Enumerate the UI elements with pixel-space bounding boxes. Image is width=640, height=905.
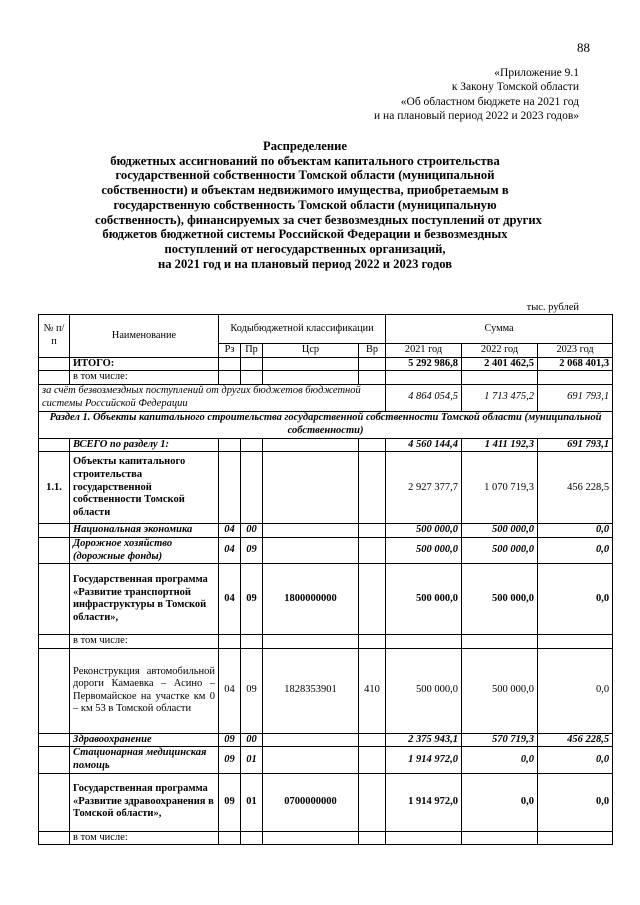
title-line: собственность), финансируемых за счет безвозмездных поступлений от других [95, 212, 542, 227]
row-name: Государственная программа «Развитие транспортной инфраструктуры в Томской области», [70, 564, 219, 635]
row-2021: 1 914 972,0 [386, 773, 462, 831]
table-row-section-header [39, 411, 613, 438]
row-2022: 0,0 [462, 773, 538, 831]
table-row-section-total [39, 438, 613, 452]
row-vr: 410 [359, 648, 386, 733]
total-2022: 2 401 462,5 [462, 357, 538, 371]
row-2021: 500 000,0 [386, 524, 462, 538]
item-name: Объекты капитального строительства государственной собственности Томской области [70, 452, 219, 524]
row-name: Реконструкция автомобильной дороги Камаевка – Асино – Первомайское на участке км 0 – км 53 в Томской области [70, 648, 219, 733]
header-name: Наименование [70, 315, 219, 358]
budget-table [38, 314, 613, 845]
row-2022: 0,0 [462, 747, 538, 773]
table-header-row [39, 315, 613, 344]
header-2022: 2022 год [462, 344, 538, 358]
transfers-2021: 4 864 054,5 [386, 384, 462, 411]
table-row-road-reconstruction [39, 648, 613, 733]
row-csr: 1828353901 [263, 648, 359, 733]
row-pr: 09 [241, 648, 263, 733]
row-2021: 500 000,0 [386, 648, 462, 733]
table-row-inpatient [39, 747, 613, 773]
appendix-line: к Закону Томской области [451, 81, 579, 94]
section-title: Раздел 1. Объекты капитального строительства государственной собственности Томской области (муниципальной собственности) [39, 411, 613, 438]
row-rz: 04 [219, 524, 241, 538]
row-2023: 456 228,5 [538, 733, 613, 747]
table-row-item [39, 452, 613, 524]
title-line: собственности) и объектам недвижимого имущества, приобретаемым в [101, 183, 509, 198]
header-codes: Кодыбюджетной классификации [219, 315, 386, 344]
title-line: государственную собственность Томской области (муниципальную [113, 197, 497, 212]
row-pr: 09 [241, 537, 263, 563]
row-rz: 09 [219, 733, 241, 747]
table-row-total [39, 357, 613, 371]
appendix-line: «Об областном бюджете на 2021 год [400, 95, 579, 108]
page-number: 88 [577, 40, 590, 55]
row-2022: 500 000,0 [462, 564, 538, 635]
header-sum: Сумма [386, 315, 613, 344]
row-name: Стационарная медицинская помощь [70, 747, 219, 773]
table-row-transfers [39, 384, 613, 411]
row-name: Дорожное хозяйство (дорожные фонды) [70, 537, 219, 563]
section-total-2022: 1 411 192,3 [462, 438, 538, 452]
row-rz: 04 [219, 537, 241, 563]
header-2021: 2021 год [386, 344, 462, 358]
row-csr: 1800000000 [263, 564, 359, 635]
item-2023: 456 228,5 [538, 452, 613, 524]
row-name: Здравоохранение [70, 733, 219, 747]
row-rz: 04 [219, 564, 241, 635]
table-row-including [39, 371, 613, 385]
units-label: тыс. рублей [526, 302, 579, 313]
row-2023: 0,0 [538, 747, 613, 773]
table-row-healthcare [39, 733, 613, 747]
row-2022: 500 000,0 [462, 524, 538, 538]
section-total-2021: 4 560 144,4 [386, 438, 462, 452]
row-2021: 500 000,0 [386, 537, 462, 563]
row-2021: 2 375 943,1 [386, 733, 462, 747]
title-line: бюджетных ассигнований по объектам капитального строительства [110, 153, 500, 168]
title-line: поступлений от негосударственных организаций, [164, 241, 446, 256]
item-number: 1.1. [39, 452, 70, 524]
table-row-health-program [39, 773, 613, 831]
header-vr: Вр [359, 344, 386, 358]
row-pr: 01 [241, 773, 263, 831]
row-pr: 00 [241, 524, 263, 538]
row-rz: 09 [219, 773, 241, 831]
row-2023: 0,0 [538, 524, 613, 538]
row-pr: 01 [241, 747, 263, 773]
appendix-line: «Приложение 9.1 [494, 67, 579, 79]
table-row-transport-program [39, 564, 613, 635]
total-label: ИТОГО: [70, 357, 219, 371]
row-2023: 0,0 [538, 564, 613, 635]
transfers-2023: 691 793,1 [538, 384, 613, 411]
row-rz: 09 [219, 747, 241, 773]
appendix-reference [300, 66, 579, 123]
item-2021: 2 927 377,7 [386, 452, 462, 524]
row-name: Национальная экономика [70, 524, 219, 538]
row-csr: 0700000000 [263, 773, 359, 831]
title-line: бюджетов бюджетной системы Российской Федерации и безвозмездных [102, 227, 508, 242]
title-line: Распределение [263, 139, 347, 153]
row-2023: 0,0 [538, 773, 613, 831]
row-2021: 1 914 972,0 [386, 747, 462, 773]
row-pr: 09 [241, 564, 263, 635]
row-2021: 500 000,0 [386, 564, 462, 635]
header-pr: Пр [241, 344, 263, 358]
document-title [95, 139, 542, 271]
header-csr: Цср [263, 344, 359, 358]
table-row-including [39, 831, 613, 845]
appendix-line: и на плановый период 2022 и 2023 годов» [374, 109, 579, 122]
including-label: в том числе: [70, 371, 219, 385]
row-2022: 500 000,0 [462, 537, 538, 563]
section-total-2023: 691 793,1 [538, 438, 613, 452]
row-2023: 0,0 [538, 648, 613, 733]
header-rz: Рз [219, 344, 241, 358]
table-row-including [39, 635, 613, 649]
including-label: в том числе: [70, 831, 219, 845]
header-2023: 2023 год [538, 344, 613, 358]
table-row-national-economy [39, 524, 613, 538]
total-2021: 5 292 986,8 [386, 357, 462, 371]
section-total-label: ВСЕГО по разделу 1: [70, 438, 219, 452]
transfers-2022: 1 713 475,2 [462, 384, 538, 411]
title-line: на 2021 год и на плановый период 2022 и 2023 годов [157, 256, 453, 271]
row-pr: 00 [241, 733, 263, 747]
total-2023: 2 068 401,3 [538, 357, 613, 371]
title-line: государственной собственности Томской области (муниципальной [115, 168, 495, 183]
transfers-label: за счёт безвозмездных поступлений от других бюджетов бюджетной системы Российской Федерации [39, 384, 386, 411]
header-num: № п/п [39, 315, 70, 358]
row-2022: 570 719,3 [462, 733, 538, 747]
including-label: в том числе: [70, 635, 219, 649]
row-rz: 04 [219, 648, 241, 733]
row-name: Государственная программа «Развитие здравоохранения в Томской области», [70, 773, 219, 831]
table-row-road-funds [39, 537, 613, 563]
item-2022: 1 070 719,3 [462, 452, 538, 524]
row-2023: 0,0 [538, 537, 613, 563]
row-2022: 500 000,0 [462, 648, 538, 733]
